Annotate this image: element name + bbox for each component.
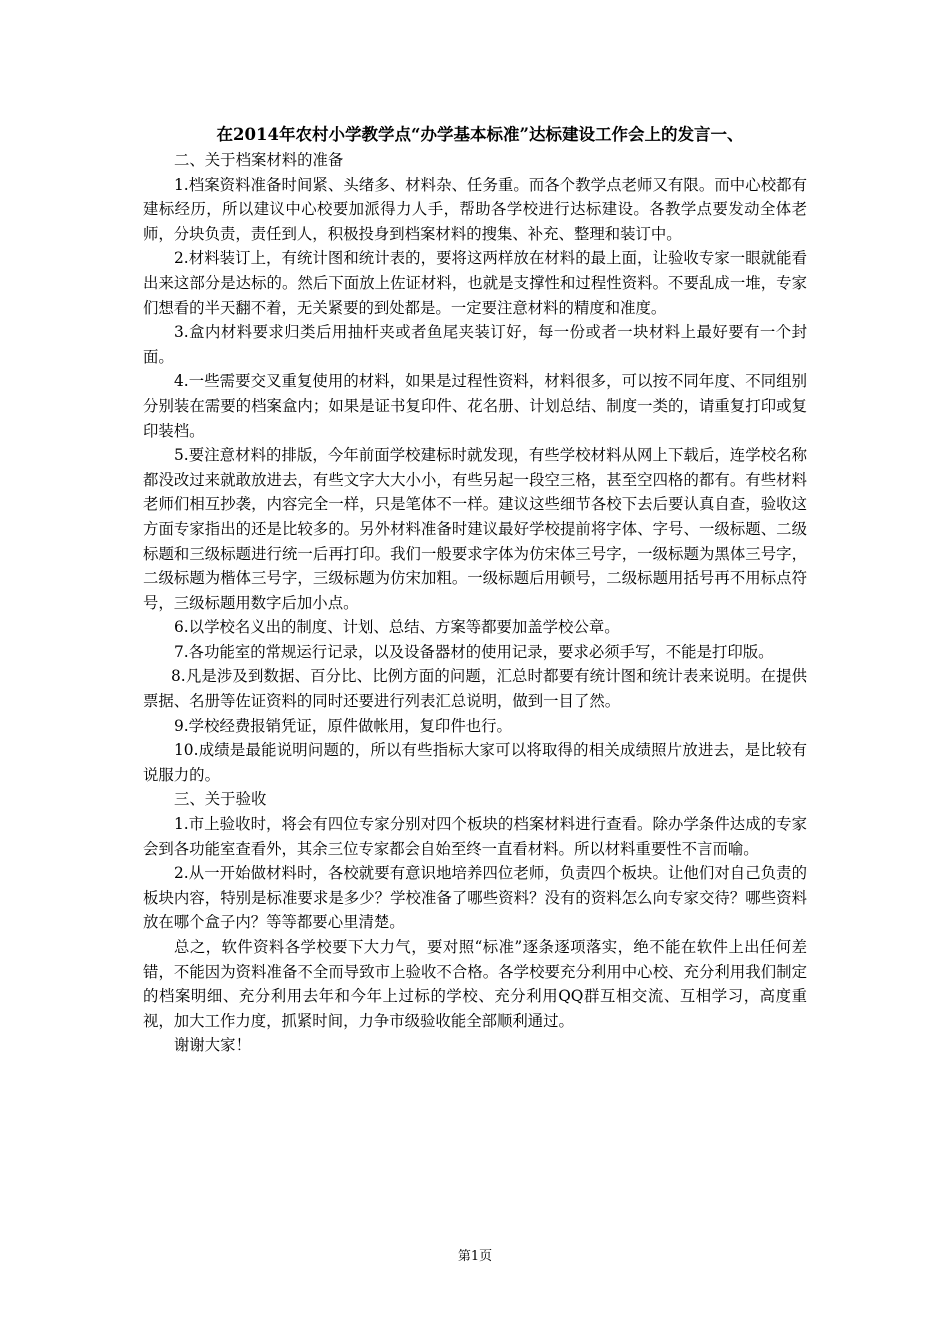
paragraph-archive-3: 3.盒内材料要求归类后用抽杆夹或者鱼尾夹装订好，每一份或者一块材料上最好要有一个封面。 (143, 323, 807, 366)
section-heading-archive: 二、关于档案材料的准备 (174, 151, 344, 169)
paragraph-archive-9: 9.学校经费报销凭证，原件做帐用，复印件也行。 (174, 716, 512, 735)
paragraph-acceptance-2: 2.从一开始做材料时，各校就要有意识地培养四位老师，负责四个板块。让他们对自己负责的板块内容，特别是标准要求是多少？学校准备了哪些资料？没有的资料怎么向专家交待？哪些资料放在哪个盒子内？等等都要心里清楚。 (143, 864, 807, 932)
paragraph-archive-2: 2.材料装订上，有统计图和统计表的，要将这两样放在材料的最上面，让验收专家一眼就能看出来这部分是达标的。然后下面放上佐证材料，也就是支撑性和过程性资料。不要乱成一堆，专家们想看的半天翻不着，无关紧要的到处都是。一定要注意材料的精度和准度。 (143, 249, 807, 317)
paragraph-archive-7: 7.各功能室的常规运行记录，以及设备器材的使用记录，要求必须手写，不能是打印版。 (174, 642, 774, 661)
paragraph-archive-6: 6.以学校名义出的制度、计划、总结、方案等都要加盖学校公章。 (174, 618, 620, 637)
paragraph-thanks: 谢谢大家！ (174, 1036, 251, 1055)
paragraph-archive-8: 8.凡是涉及到数据、百分比、比例方面的问题，汇总时都要有统计图和统计表来说明。在提供票据、名册等佐证资料的同时还要进行列表汇总说明，做到一目了然。 (143, 667, 807, 711)
paragraph-archive-1: 1.档案资料准备时间紧、头绪多、材料杂、任务重。而各个教学点老师又有限。而中心校都有建标经历，所以建议中心校要加派得力人手，帮助各学校进行达标建设。各教学点要发动全体老师，分块负责，责任到人，积极投身到档案材料的搜集、补充、整理和装订中。 (143, 175, 807, 243)
paragraph-archive-4: 4.一些需要交叉重复使用的材料，如果是过程性资料，材料很多，可以按不同年度、不同组别分别装在需要的档案盒内；如果是证书复印件、花名册、计划总结、制度一类的，请重复打印或复印装档。 (143, 372, 807, 440)
document-title: 在2014年农村小学教学点“办学基本标准”达标建设工作会上的发言一、 (216, 125, 744, 144)
paragraph-archive-5: 5.要注意材料的排版，今年前面学校建标时就发现，有些学校材料从网上下载后，连学校名称都没改过来就敢放进去，有些文字大大小小，有些另起一段空三格，甚至空四格的都有。有些材料老师们相互抄袭，内容完全一样，只是笔体不一样。建议这些细节各校下去后要认真自查，验收这方面专家指出的还是比较多的。另外材料准备时建议最好学校提前将字体、字号、一级标题、二级标题和三级标题进行统一后再打印。我们一般要求字体为仿宋体三号字，一级标题为黑体三号字，二级标题为楷体三号字，三级标题为仿宋加粗。一级标题后用顿号，二级标题用括号再不用标点符号，三级标题用数字后加小点。 (143, 446, 807, 612)
paragraph-archive-10: 10.成绩是最能说明问题的，所以有些指标大家可以将取得的相关成绩照片放进去，是比较有说服力的。 (143, 741, 807, 784)
paragraph-summary: 总之，软件资料各学校要下大力气，要对照“标准”逐条逐项落实，绝不能在软件上出任何差错，不能因为资料准备不全而导致市上验收不合格。各学校要充分利用中心校、充分利用我们制定的档案明细、充分利用去年和今年上过标的学校、充分利用QQ群互相交流、互相学习，高度重视，加大工作力度，抓紧时间，力争市级验收能全部顺利通过。 (143, 938, 807, 1030)
section-heading-acceptance: 三、关于验收 (174, 790, 267, 809)
page-number: 第1页 (457, 1249, 493, 1264)
paragraph-acceptance-1: 1.市上验收时，将会有四位专家分别对四个板块的档案材料进行查看。除办学条件达成的专家会到各功能室查看外，其余三位专家都会自始至终一直看材料。所以材料重要性不言而喻。 (143, 815, 807, 858)
document-body (143, 148, 807, 1058)
